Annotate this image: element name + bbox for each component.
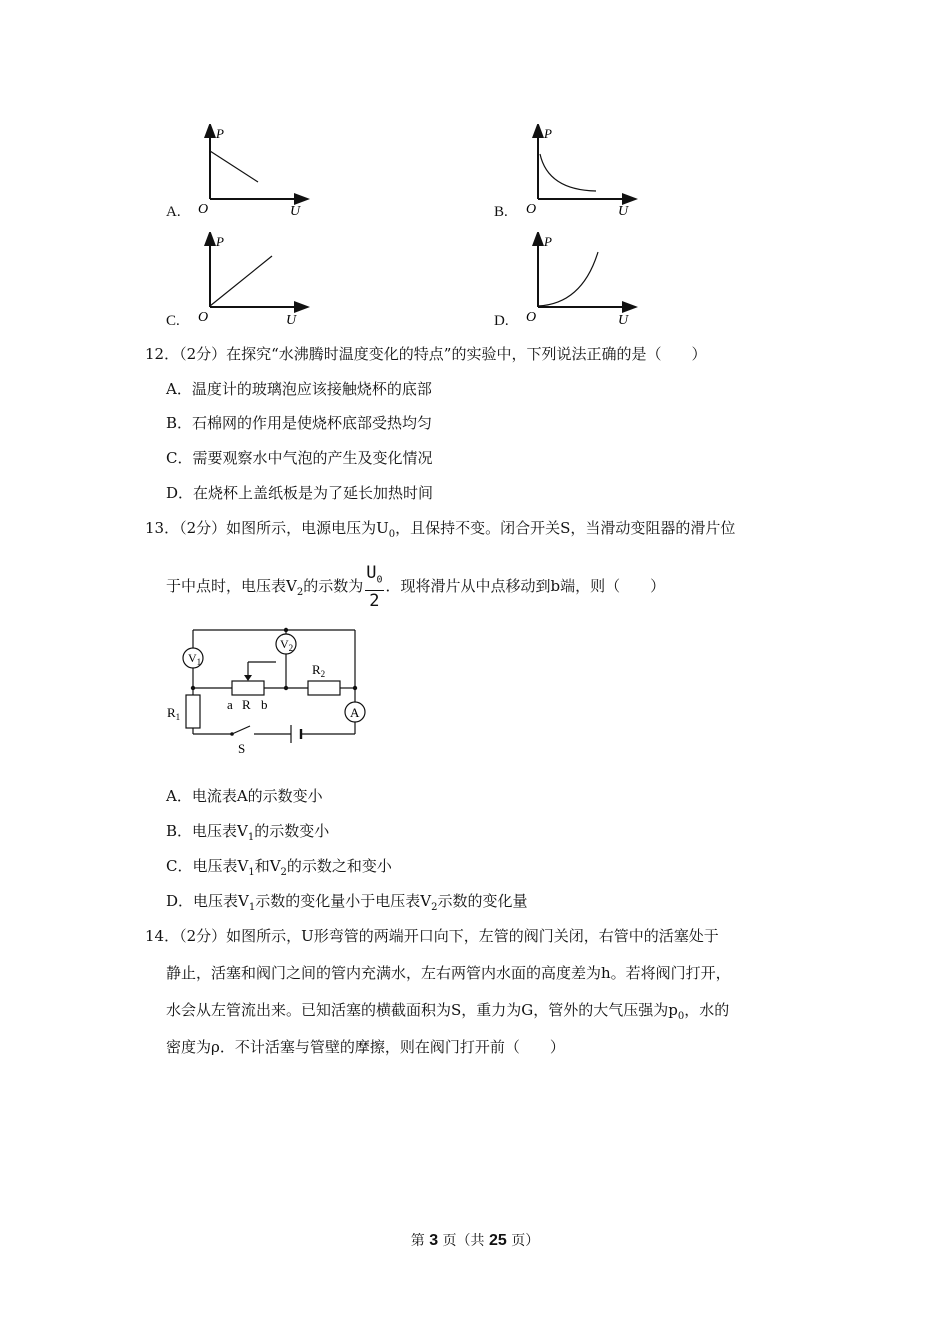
q14-stem-line4: 密度为ρ．不计活塞与管壁的摩擦，则在阀门打开前（ ） (166, 1038, 565, 1056)
b-label: b (261, 697, 268, 712)
origin-label: O (198, 202, 209, 217)
option-letter: A. (166, 204, 181, 220)
v1-label: $V_1$ (188, 651, 202, 667)
y-axis-label: P (216, 234, 224, 249)
x-axis-label: U (286, 313, 297, 328)
y-axis-label: P (216, 126, 224, 141)
plot-line (210, 256, 272, 306)
r1-label: $R_1$ (167, 705, 181, 722)
graph-a (190, 124, 310, 224)
q13-option-d: D．电压表$V_1$示数的变化量小于电压表$V_2$示数的变化量 (166, 892, 528, 913)
option-letter: B. (494, 204, 508, 220)
plot-curve (538, 252, 598, 306)
origin-label: O (526, 202, 537, 217)
graph-c (190, 232, 310, 332)
q14-stem-line3: 水会从左管流出来。已知活塞的横截面积为S，重力为G，管外的大气压强为$p_0$，水的 (166, 1001, 730, 1022)
r-label: R (242, 697, 251, 712)
q13-circuit-diagram (160, 622, 370, 757)
option-letter: D. (494, 313, 509, 329)
r2-label: $R_2$ (312, 662, 326, 679)
switch-label: S (238, 741, 246, 756)
plot-line (210, 151, 258, 182)
graph-b (518, 124, 638, 224)
q12-option-a: A．温度计的玻璃泡应该接触烧杯的底部 (166, 380, 432, 398)
a-label: a (227, 697, 233, 712)
fraction-u0-over-2: $\frac{U_0}{2}$ (366, 563, 383, 612)
q14-stem-line2: 静止，活塞和阀门之间的管内充满水，左右两管内水面的高度差为h。若将阀门打开， (166, 964, 731, 982)
q13-option-b: B．电压表$V_1$的示数变小 (166, 822, 330, 843)
q13-stem-line1: 13．（2分）如图所示，电源电压为$U_0$，且保持不变。闭合开关S，当滑动变阻器的滑片位 (145, 519, 736, 540)
origin-label: O (526, 310, 537, 325)
plot-curve (540, 154, 596, 191)
q12-option-b: B．石棉网的作用是使烧杯底部受热均匀 (166, 414, 433, 432)
q12-option-d: D．在烧杯上盖纸板是为了延长加热时间 (166, 484, 434, 502)
q13-option-c: C．电压表$V_1$和$V_2$的示数之和变小 (166, 857, 392, 878)
graph-d (518, 232, 638, 332)
y-axis-label: P (544, 234, 552, 249)
v2-label: $V_2$ (280, 637, 294, 653)
q13-stem-line2: 于中点时，电压表$V_2$的示数为 $\frac{U_0}{2}$ ．现将滑片从中点移动到b端，则（ ） (166, 563, 666, 612)
q14-stem-line1: 14．（2分）如图所示，U形弯管的两端开口向下，左管的阀门关闭，右管中的活塞处于 (145, 927, 719, 945)
q12-stem: 12．（2分）在探究“水沸腾时温度变化的特点”的实验中，下列说法正确的是（ ） (145, 345, 707, 363)
ammeter-label: A (350, 705, 360, 720)
y-axis-label: P (544, 126, 552, 141)
x-axis-label: U (618, 313, 629, 328)
origin-label: O (198, 310, 209, 325)
q13-option-a: A．电流表A的示数变小 (166, 787, 323, 805)
x-axis-label: U (290, 204, 301, 219)
page-footer: 第 3 页（共 25 页） (410, 1232, 540, 1249)
option-letter: C. (166, 313, 180, 329)
page-number: 3 (429, 1232, 439, 1249)
x-axis-label: U (618, 204, 629, 219)
total-pages: 25 (489, 1232, 507, 1249)
q12-option-c: C．需要观察水中气泡的产生及变化情况 (166, 449, 433, 467)
